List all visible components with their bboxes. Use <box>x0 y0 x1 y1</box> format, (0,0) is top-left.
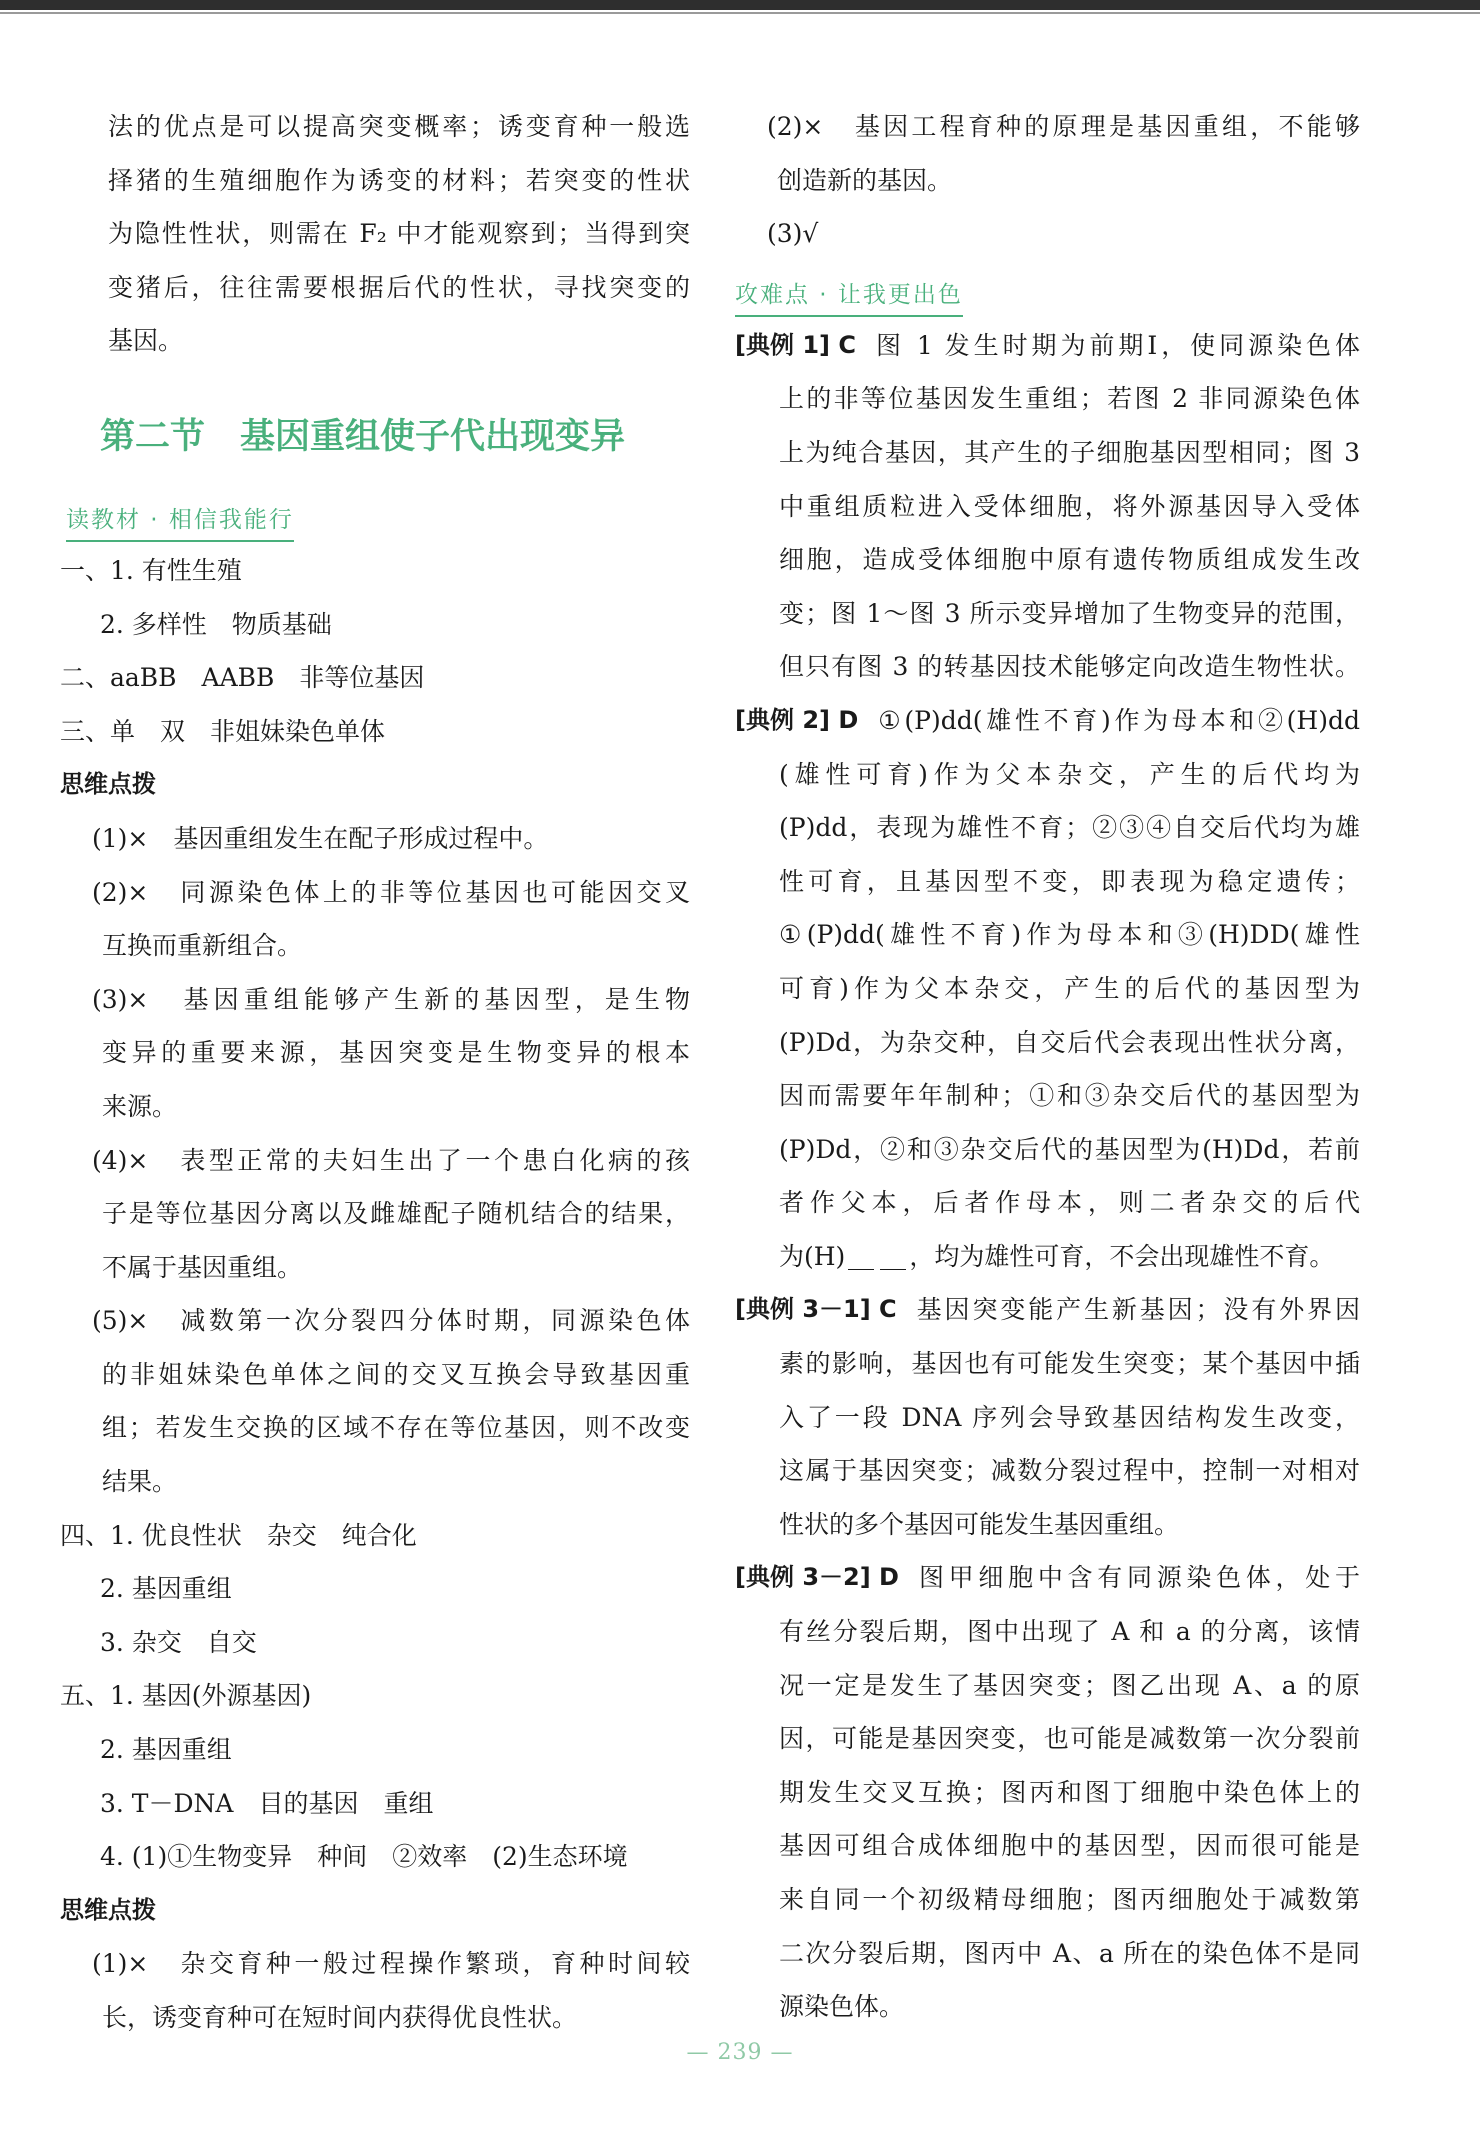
text-line: 基因可组合成体细胞中的基因型，因而很可能是 <box>779 1831 1360 1861</box>
text-line: 择猪的生殖细胞作为诱变的材料；若突变的性状 <box>108 165 690 195</box>
text-line: (P)Dd，为杂交种，自交后代会表现出性状分离， <box>779 1027 1360 1057</box>
answer-line: 五、1. 基因(外源基因) <box>60 1681 312 1711</box>
read-heading-wrap <box>60 486 690 544</box>
text-line: 况一定是发生了基因突变；图乙出现 A、a 的原 <box>779 1670 1360 1700</box>
example-3-1-tag: [典例 3－1] C <box>735 1295 897 1324</box>
attack-heading: 攻难点 · 让我更出色 <box>735 277 963 317</box>
answer-line: 3. T－DNA 目的基因 重组 <box>100 1788 434 1818</box>
text-line: 二次分裂后期，图丙中 A、a 所在的染色体不是同 <box>779 1938 1360 1968</box>
text-line: 变猪后，往往需要根据后代的性状，寻找突变的 <box>108 272 690 302</box>
text-line: 组；若发生交换的区域不存在等位基因，则不改变 <box>102 1413 690 1443</box>
text-line: (3)√ <box>767 219 819 249</box>
think-heading: 思维点拨 <box>60 770 156 799</box>
fill-blank-2 <box>880 1247 906 1270</box>
example-3-1-first-line <box>735 1283 1360 1337</box>
answer-line: 2. 多样性 物质基础 <box>100 609 332 639</box>
text-line: 基因突变能产生新基因；没有外界因 <box>916 1295 1360 1325</box>
example-1-tag: [典例 1] C <box>735 330 856 359</box>
text-line: 中重组质粒进入受体细胞，将外源基因导入受体 <box>779 491 1360 521</box>
text-line: 可育)作为父本杂交，产生的后代的基因型为 <box>779 973 1360 1003</box>
text-line: (P)Dd，②和③杂交后代的基因型为(H)Dd，若前 <box>779 1134 1360 1164</box>
text-line: 上为纯合基因，其产生的子细胞基因型相同；图 3 <box>779 437 1360 467</box>
text-line: 不属于基因重组。 <box>102 1252 303 1282</box>
answer-line: 三、单 双 非姐妹染色单体 <box>60 716 386 746</box>
right-column <box>735 100 1360 2034</box>
text-line: 细胞，造成受体细胞中原有遗传物质组成发生改 <box>779 545 1360 575</box>
page-number: — 239 — <box>686 2040 794 2065</box>
text-line: (3)× 基因重组能够产生新的基因型，是生物 <box>92 984 690 1014</box>
text-line: ①(P)dd(雄性不育)作为母本和③(H)DD(雄性 <box>779 920 1360 950</box>
top-border-rule-thin <box>0 12 1480 14</box>
text-line: (1)× 杂交育种一般过程操作繁琐，育种时间较 <box>92 1949 690 1979</box>
text-line: 上的非等位基因发生重组；若图 2 非同源染色体 <box>779 384 1360 414</box>
answer-line: 二、aaBB AABB 非等位基因 <box>60 663 425 693</box>
text-segment: 为(H) <box>779 1241 846 1271</box>
example-1-first-line <box>735 319 1360 373</box>
text-line: 者作父本，后者作母本，则二者杂交的后代 <box>779 1188 1360 1218</box>
example-3-2-first-line <box>735 1551 1360 1605</box>
text-line: 来自同一个初级精母细胞；图丙细胞处于减数第 <box>779 1885 1360 1914</box>
answer-line: 4. (1)①生物变异 种间 ②效率 (2)生态环境 <box>100 1842 628 1872</box>
answer-line: 3. 杂交 自交 <box>100 1627 257 1657</box>
text-line: ①(P)dd(雄性不育)作为母本和②(H)dd <box>878 705 1360 735</box>
text-line: (5)× 减数第一次分裂四分体时期，同源染色体 <box>92 1306 690 1336</box>
text-line: 但只有图 3 的转基因技术能够定向改造生物性状。 <box>779 652 1360 682</box>
text-line: 入了一段 DNA 序列会导致基因结构发生改变， <box>779 1402 1360 1432</box>
text-line: 有丝分裂后期，图中出现了 A 和 a 的分离，该情 <box>779 1617 1360 1647</box>
section-title: 第二节 基因重组使子代出现变异 <box>100 415 626 457</box>
left-column <box>60 100 690 2045</box>
text-line: 期发生交叉互换；图丙和图丁细胞中染色体上的 <box>779 1777 1360 1807</box>
answer-line: 2. 基因重组 <box>100 1735 232 1765</box>
attack-heading-wrap <box>735 261 1360 319</box>
text-line: 基因。 <box>108 326 184 356</box>
text-line: 变；图 1～图 3 所示变异增加了生物变异的范围， <box>779 598 1360 628</box>
text-line: 的非姐妹染色单体之间的交叉互换会导致基因重 <box>102 1359 690 1389</box>
think-heading: 思维点拨 <box>60 1895 156 1924</box>
text-line: 子是等位基因分离以及雌雄配子随机结合的结果， <box>102 1199 690 1229</box>
text-line: 长，诱变育种可在短时间内获得优良性状。 <box>102 2003 578 2032</box>
example-2-first-line <box>735 694 1360 748</box>
text-line: (1)× 基因重组发生在配子形成过程中。 <box>92 823 549 853</box>
text-line: 互换而重新组合。 <box>102 931 303 961</box>
text-line: 法的优点是可以提高突变概率；诱变育种一般选 <box>108 112 690 141</box>
text-line: 来源。 <box>102 1091 178 1121</box>
top-border-rule <box>0 0 1480 10</box>
fill-blank-1 <box>848 1247 874 1270</box>
text-line: 因，可能是基因突变，也可能是减数第一次分裂前 <box>779 1724 1360 1754</box>
text-line: 因而需要年年制种；①和③杂交后代的基因型为 <box>779 1081 1360 1111</box>
text-line: 创造新的基因。 <box>777 165 953 195</box>
read-heading: 读教材 · 相信我能行 <box>66 502 294 542</box>
text-line: (雄性可育)作为父本杂交，产生的后代均为 <box>779 759 1360 789</box>
text-line: (2)× 同源染色体上的非等位基因也可能因交叉 <box>92 877 690 907</box>
text-line: 性可育，且基因型不变，即表现为稳定遗传； <box>779 866 1360 896</box>
answer-line: 四、1. 优良性状 杂交 纯合化 <box>60 1520 417 1550</box>
text-line: 为隐性性状，则需在 F₂ 中才能观察到；当得到突 <box>108 219 690 249</box>
text-line: 性状的多个基因可能发生基因重组。 <box>779 1509 1180 1539</box>
text-line: 图 1 发生时期为前期Ⅰ，使同源染色体 <box>875 330 1360 360</box>
text-line-with-blank <box>735 1230 1360 1284</box>
text-line: (2)× 基因工程育种的原理是基因重组，不能够 <box>767 112 1360 141</box>
text-line: (P)dd，表现为雄性不育；②③④自交后代均为雄 <box>779 813 1360 843</box>
answer-line: 2. 基因重组 <box>100 1574 232 1604</box>
answer-line: 一、1. 有性生殖 <box>60 555 242 585</box>
text-line: 这属于基因突变；减数分裂过程中，控制一对相对 <box>779 1456 1360 1486</box>
text-segment: ，均为雄性可育，不会出现雄性不育。 <box>909 1241 1335 1271</box>
text-line: (4)× 表型正常的夫妇生出了一个患白化病的孩 <box>92 1145 690 1175</box>
text-line: 源染色体。 <box>779 1992 905 2022</box>
text-line: 素的影响，基因也有可能发生突变；某个基因中插 <box>779 1349 1360 1379</box>
example-3-2-tag: [典例 3－2] D <box>735 1563 899 1592</box>
text-line: 变异的重要来源，基因突变是生物变异的根本 <box>102 1038 690 1068</box>
text-line: 图甲细胞中含有同源染色体，处于 <box>918 1563 1360 1593</box>
text-line: 结果。 <box>102 1467 178 1497</box>
example-2-tag: [典例 2] D <box>735 705 859 734</box>
